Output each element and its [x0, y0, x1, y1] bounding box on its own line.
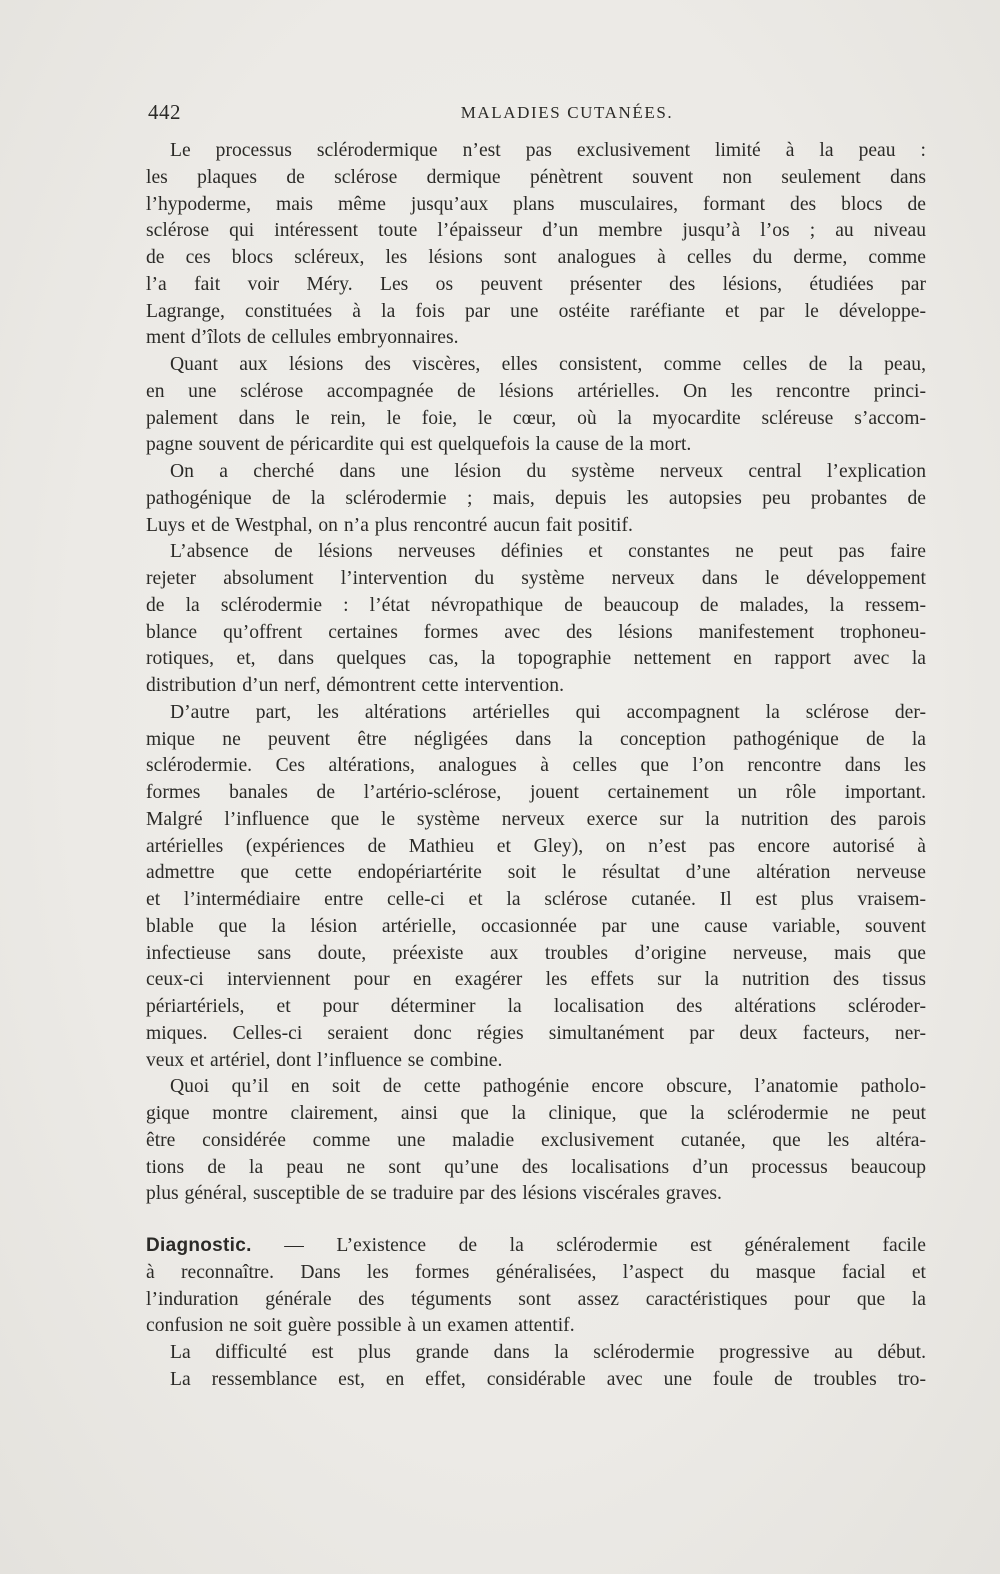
text-line: les plaques de sclérose dermique pénètrent souvent non seulement dans: [146, 166, 926, 188]
diagnostic-first-line: [146, 1233, 926, 1260]
text-line: Le processus sclérodermique n’est pas exclusivement limité à la peau :: [170, 140, 926, 161]
text-line: blable que la lésion artérielle, occasionnée par une cause variable, souvent: [146, 915, 926, 937]
text-line: infectieuse sans doute, préexiste aux troubles d’origine nerveuse, mais que: [146, 942, 926, 964]
diagnostic-first-line-text: — L’existence de la sclérodermie est généralement facile: [284, 1235, 926, 1256]
text-line: D’autre part, les altérations artérielles qui accompagnent la sclérose der-: [170, 701, 926, 723]
text-line: de la sclérodermie : l’état névropathique de beaucoup de malades, la ressem-: [146, 594, 926, 616]
text-line: l’hypoderme, mais même jusqu’aux plans musculaires, formant des blocs de: [146, 193, 926, 215]
text-line: Quant aux lésions des viscères, elles consistent, comme celles de la peau,: [170, 354, 926, 375]
text-line: en une sclérose accompagnée de lésions artérielles. On les rencontre princi-: [146, 380, 926, 402]
text-line: confusion ne soit guère possible à un examen attentif.: [146, 1315, 575, 1337]
text-line: périartériels, et pour déterminer la localisation des altérations scléroder-: [146, 996, 926, 1017]
text-line: à reconnaître. Dans les formes généralisées, l’aspect du masque facial et: [146, 1261, 926, 1283]
text-line: rejeter absolument l’intervention du système nerveux dans le développement: [146, 568, 926, 589]
text-line: l’a fait voir Méry. Les os peuvent présenter des lésions, étudiées par: [146, 273, 926, 295]
page-number: 442: [148, 100, 181, 124]
text-line: La difficulté est plus grande dans la sclérodermie progressive au début.: [170, 1342, 926, 1363]
text-line: ment d’îlots de cellules embryonnaires.: [146, 327, 459, 349]
running-title: MALADIES CUTANÉES.: [460, 103, 674, 122]
text-line: tions de la peau ne sont qu’une des localisations d’un processus beaucoup: [146, 1156, 926, 1178]
text-line: palement dans le rein, le foie, le cœur, où la myocardite scléreuse s’accom-: [146, 407, 926, 429]
text-line: être considérée comme une maladie exclusivement cutanée, que les altéra-: [146, 1129, 926, 1151]
text-line: L’absence de lésions nerveuses définies et constantes ne peut pas faire: [170, 541, 926, 563]
text-line: veux et artériel, dont l’influence se combine.: [146, 1049, 503, 1071]
text-line: artérielles (expériences de Mathieu et Gley), on n’est pas encore autorisé à: [146, 835, 926, 857]
text-line: formes banales de l’artério-sclérose, jouent certainement un rôle important.: [146, 782, 926, 803]
text-line: l’induration générale des téguments sont assez caractéristiques pour que la: [146, 1288, 926, 1310]
text-line: On a cherché dans une lésion du système nerveux central l’explication: [170, 461, 926, 482]
text-line: rotiques, et, dans quelques cas, la topographie nettement en rapport avec la: [146, 648, 926, 670]
text-line: plus général, susceptible de se traduire par des lésions viscérales graves.: [146, 1183, 722, 1205]
text-line: pathogénique de la sclérodermie ; mais, depuis les autopsies peu probantes de: [146, 487, 926, 509]
text-line: blance qu’offrent certaines formes avec des lésions manifestement trophoneu-: [146, 621, 926, 643]
text-line: distribution d’un nerf, démontrent cette intervention.: [146, 675, 564, 696]
text-line: admettre que cette endopériartérite soit le résultat d’une altération nerveuse: [146, 862, 926, 884]
text-line: Lagrange, constituées à la fois par une ostéite raréfiante et par le développe-: [146, 300, 926, 322]
text-line: Malgré l’influence que le système nerveux exerce sur la nutrition des parois: [146, 808, 926, 830]
text-line: La ressemblance est, en effet, considérable avec une foule de troubles tro-: [170, 1368, 926, 1390]
text-line: Quoi qu’il en soit de cette pathogénie encore obscure, l’anatomie patholo-: [170, 1076, 926, 1098]
diagnostic-section: [146, 1233, 926, 1394]
text-line: gique montre clairement, ainsi que la clinique, que la sclérodermie ne peut: [146, 1103, 926, 1124]
text-line: et l’intermédiaire entre celle-ci et la sclérose cutanée. Il est plus vraisem-: [146, 889, 926, 910]
page-header: [148, 100, 926, 130]
section-heading: Diagnostic.: [146, 1235, 252, 1256]
text-line: miques. Celles-ci seraient donc régies simultanément par deux facteurs, ner-: [146, 1022, 926, 1044]
text-line: Luys et de Westphal, on n’a plus rencontré aucun fait positif.: [146, 514, 633, 536]
body-text: [146, 138, 926, 1208]
text-line: de ces blocs scléreux, les lésions sont analogues à celles du derme, comme: [146, 247, 926, 268]
text-line: ceux-ci interviennent pour en exagérer les effets sur la nutrition des tissus: [146, 969, 926, 991]
text-line: sclérose qui intéressent toute l’épaisseur d’un membre jusqu’à l’os ; au niveau: [146, 220, 926, 242]
text-line: pagne souvent de péricardite qui est quelquefois la cause de la mort.: [146, 434, 692, 456]
text-line: sclérodermie. Ces altérations, analogues à celles que l’on rencontre dans les: [146, 755, 926, 777]
text-line: mique ne peuvent être négligées dans la conception pathogénique de la: [146, 728, 926, 750]
